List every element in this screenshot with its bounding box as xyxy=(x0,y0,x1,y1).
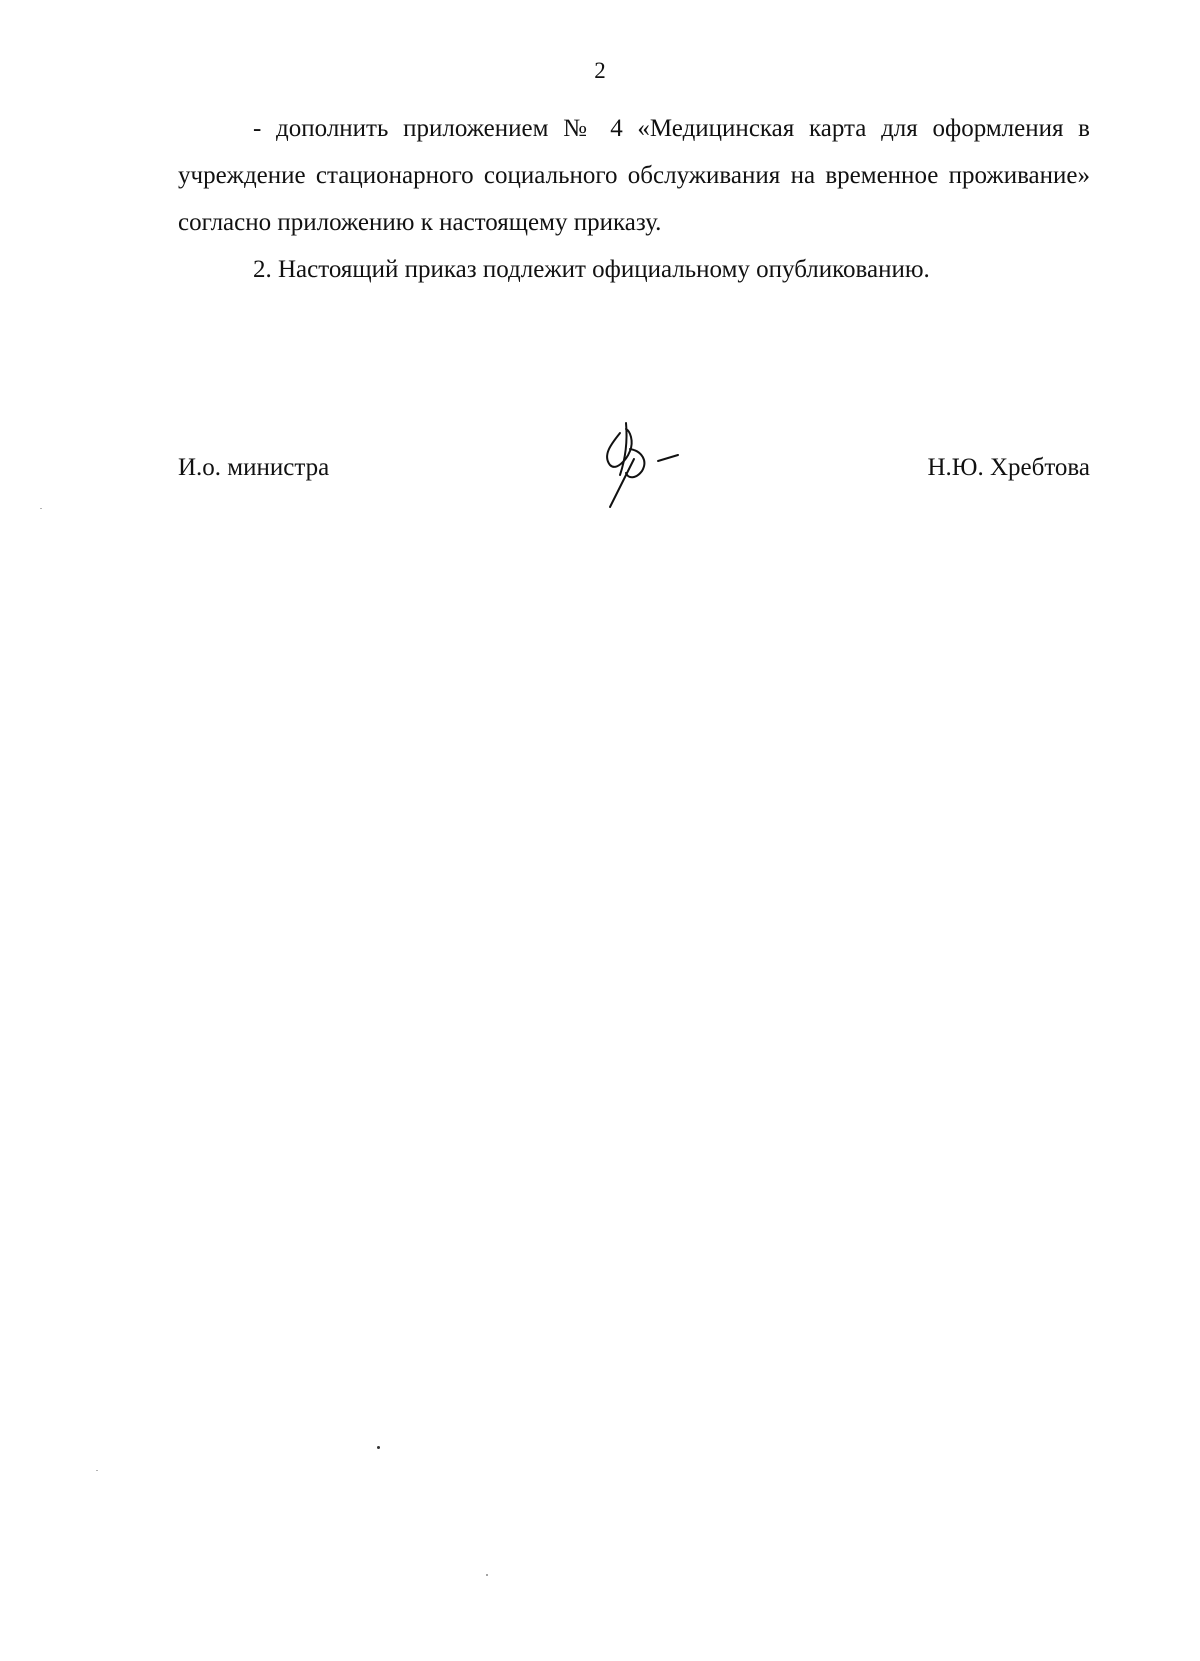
page-number: 2 xyxy=(594,58,606,83)
handwritten-signature xyxy=(590,415,710,515)
signatory-name: Н.Ю. Хребтова xyxy=(927,454,1090,481)
paragraph-publication: 2. Настоящий приказ подлежит официальному опубликованию. xyxy=(253,256,930,283)
document-body xyxy=(178,105,1090,293)
scan-speck xyxy=(96,1470,98,1471)
scan-speck xyxy=(40,508,42,509)
scan-speck xyxy=(486,1574,488,1576)
signatory-title: И.о. министра xyxy=(178,454,330,481)
paragraph-amendment: - дополнить приложением № 4 «Медицинская карта для оформления в учреждение стационарного социального обслуживания на временное проживание» согласно приложению к настоящему приказу. xyxy=(178,115,1090,236)
scan-speck xyxy=(377,1446,380,1449)
